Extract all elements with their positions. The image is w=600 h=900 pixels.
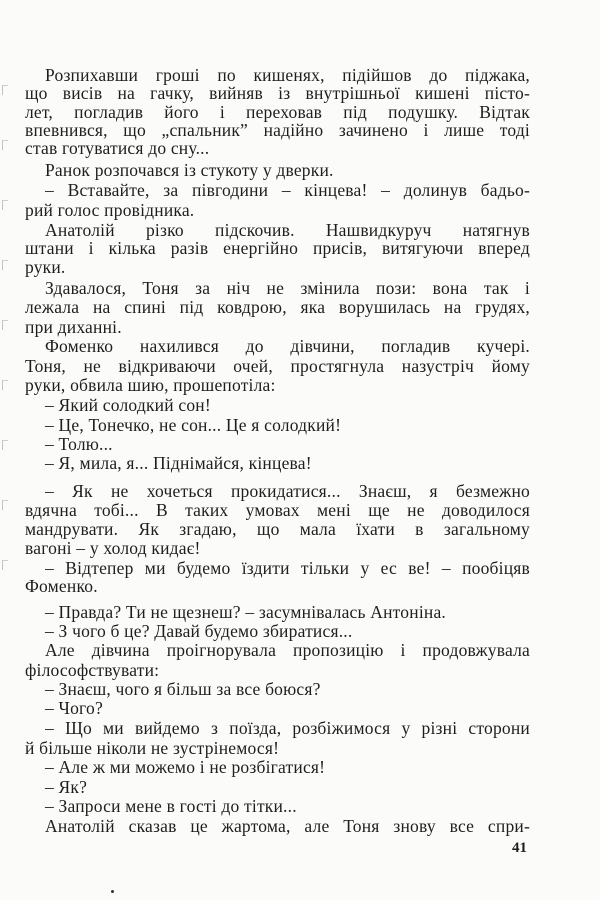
dialogue-line: – Знаєш, чого я більш за все боюся? <box>45 679 321 699</box>
dialogue-line: – Це, Тонечко, не сон... Це я солодкий! <box>45 415 342 435</box>
text-line: Але дівчина проігнорувала пропозицію і продовжувала <box>45 640 530 660</box>
margin-artifact <box>2 200 8 210</box>
scan-speck <box>111 890 114 893</box>
margin-artifact <box>2 85 8 95</box>
margin-artifact <box>2 140 8 150</box>
text-line: що висів на гачку, вийняв із внутрішньої кишені пісто- <box>25 83 530 103</box>
text-line: Фоменко. <box>25 576 98 596</box>
margin-artifact <box>2 440 8 450</box>
dialogue-line: – Толю... <box>45 434 113 454</box>
text-line: Анатолій різко підскочив. Нашвидкуруч натягнув <box>45 220 530 240</box>
text-line: й більше ніколи не зустрінемося! <box>25 738 280 758</box>
text-line: вдячна тобі... В таких умовах мені ще не доводилося <box>25 500 530 520</box>
text-line: рий голос провідника. <box>25 200 195 220</box>
text-line: Розпихавши гроші по кишенях, підійшов до піджака, <box>45 65 530 85</box>
text-line: вагоні – у холод кидає! <box>25 538 201 558</box>
dialogue-line: – Я, мила, я... Піднімайся, кінцева! <box>45 453 312 473</box>
text-line: – Вставайте, за півгодини – кінцева! – долинув бадьо- <box>45 180 530 200</box>
text-line: лежала на спині під ковдрою, яка ворушилась на грудях, <box>25 297 530 317</box>
text-line: руки. <box>25 257 66 277</box>
text-line: Анатолій сказав це жартома, але Тоня знову все спри- <box>45 816 530 836</box>
margin-artifact <box>2 320 8 330</box>
text-line: лет, погладив його і переховав під подушку. Відтак <box>25 102 530 122</box>
page-number: 41 <box>512 840 527 856</box>
dialogue-line: – Як не хочеться прокидатися... Знаєш, я безмежно <box>45 481 530 501</box>
dialogue-line: – Чого? <box>45 698 103 718</box>
dialogue-line: – З чого б це? Давай будемо збиратися... <box>45 621 353 641</box>
dialogue-line: – Запроси мене в гості до тітки... <box>45 796 297 816</box>
dialogue-line: – Як? <box>45 777 88 797</box>
text-line: Здавалося, Тоня за ніч не змінила пози: вона так і <box>45 278 530 298</box>
dialogue-line: – Правда? Ти не щезнеш? – засумнівалась Антоніна. <box>45 602 446 622</box>
text-line: Фоменко нахилився до дівчини, погладив кучері. <box>45 336 530 356</box>
margin-artifact <box>2 560 8 570</box>
text-line: Ранок розпочався із стукоту у дверки. <box>45 160 334 180</box>
dialogue-line: – Але ж ми можемо і не розбігатися! <box>45 757 326 777</box>
text-line: філософствувати: <box>25 660 160 680</box>
text-line: штани і кілька разів енергійно присів, витягуючи вперед <box>25 238 530 258</box>
text-line: при диханні. <box>25 317 122 337</box>
text-line: став готуватися до сну... <box>25 138 210 158</box>
text-line: мандрувати. Як згадаю, що мала їхати в загальному <box>25 519 530 539</box>
text-line: Тоня, не відкриваючи очей, простягнула назустріч йому <box>25 356 530 376</box>
dialogue-line: – Відтепер ми будемо їздити тільки у ес ве! – пообіцяв <box>45 558 530 578</box>
margin-artifact <box>2 260 8 270</box>
text-line: впевнився, що „спальник” надійно зачинено і лише тоді <box>25 120 530 140</box>
dialogue-line: – Який солодкий сон! <box>45 395 211 415</box>
margin-artifact <box>2 380 8 390</box>
margin-artifact <box>2 500 8 510</box>
text-line: руки, обвила шию, прошепотіла: <box>25 375 276 395</box>
dialogue-line: – Що ми вийдемо з поїзда, розбіжимося у різні сторони <box>45 718 530 738</box>
